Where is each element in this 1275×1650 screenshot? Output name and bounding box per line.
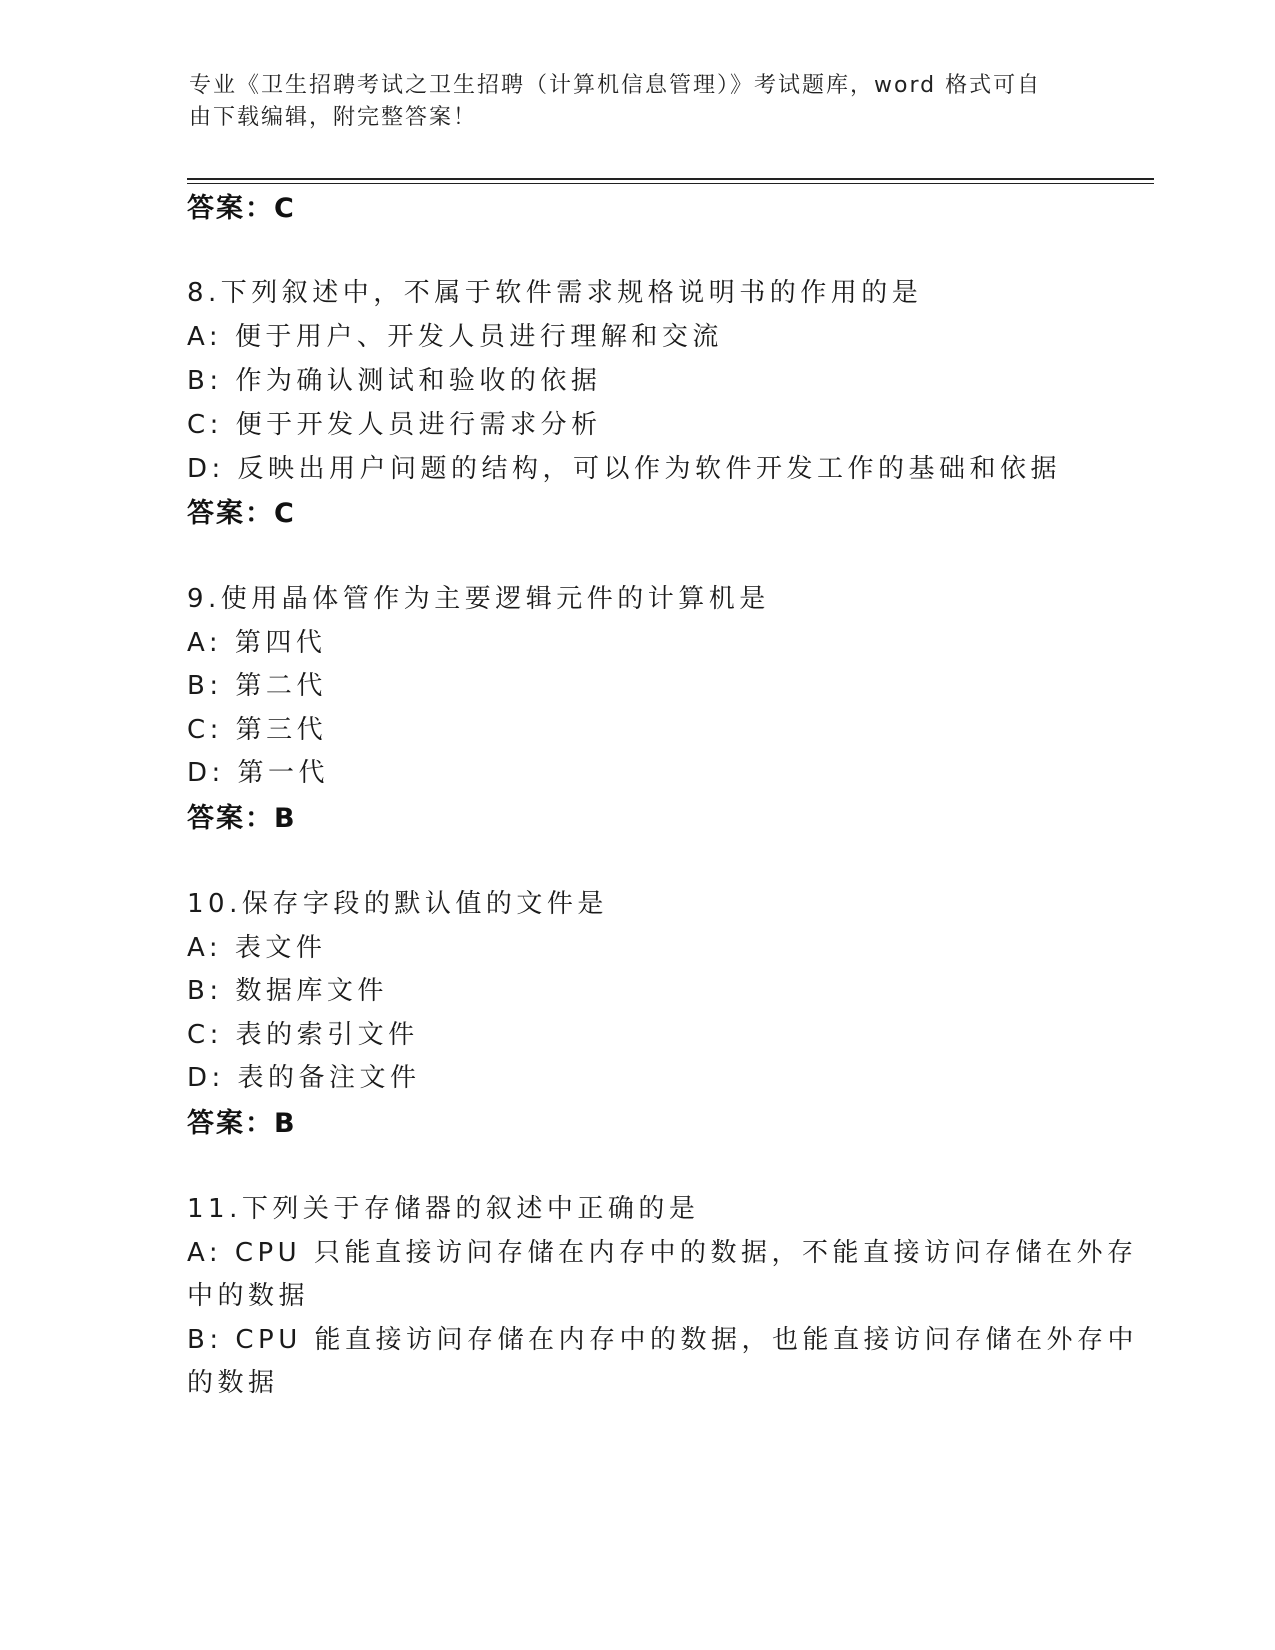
header-line-1: 专业《卫生招聘考试之卫生招聘（计算机信息管理）》考试题库，word 格式可自 bbox=[189, 73, 1042, 98]
answer-line: 答案：C bbox=[187, 498, 296, 529]
question-option: A: CPU 只能直接访问存储在内存中的数据，不能直接访问存储在外存 bbox=[187, 1238, 1138, 1268]
question-stem: 11.下列关于存储器的叙述中正确的是 bbox=[187, 1194, 700, 1224]
question-option: A: 便于用户、开发人员进行理解和交流 bbox=[187, 322, 723, 352]
question-option-continuation: 的数据 bbox=[187, 1368, 279, 1398]
question-option: B: 数据库文件 bbox=[187, 976, 388, 1006]
header-divider-thin bbox=[187, 183, 1154, 184]
question-stem: 9.使用晶体管作为主要逻辑元件的计算机是 bbox=[187, 584, 770, 614]
question-option: B: 第二代 bbox=[187, 671, 327, 701]
question-option: B: CPU 能直接访问存储在内存中的数据，也能直接访问存储在外存中 bbox=[187, 1325, 1138, 1355]
question-stem: 10.保存字段的默认值的文件是 bbox=[187, 889, 608, 919]
answer-line: 答案：B bbox=[187, 1108, 297, 1139]
question-option: A: 第四代 bbox=[187, 628, 327, 658]
question-option: C: 第三代 bbox=[187, 715, 328, 745]
question-option-continuation: 中的数据 bbox=[187, 1281, 310, 1311]
question-stem: 8.下列叙述中，不属于软件需求规格说明书的作用的是 bbox=[187, 278, 923, 308]
question-option: D: 表的备注文件 bbox=[187, 1063, 421, 1093]
question-option: C: 表的索引文件 bbox=[187, 1020, 419, 1050]
document-header bbox=[189, 70, 1069, 134]
header-line-2: 由下载编辑，附完整答案！ bbox=[189, 105, 478, 130]
question-option: D: 第一代 bbox=[187, 758, 330, 788]
answer-line: 答案：B bbox=[187, 803, 297, 834]
header-divider bbox=[187, 178, 1154, 180]
question-option: D: 反映出用户问题的结构，可以作为软件开发工作的基础和依据 bbox=[187, 454, 1062, 484]
answer-line: 答案：C bbox=[187, 193, 296, 224]
question-option: B: 作为确认测试和验收的依据 bbox=[187, 366, 602, 396]
question-option: C: 便于开发人员进行需求分析 bbox=[187, 410, 602, 440]
question-option: A: 表文件 bbox=[187, 933, 327, 963]
